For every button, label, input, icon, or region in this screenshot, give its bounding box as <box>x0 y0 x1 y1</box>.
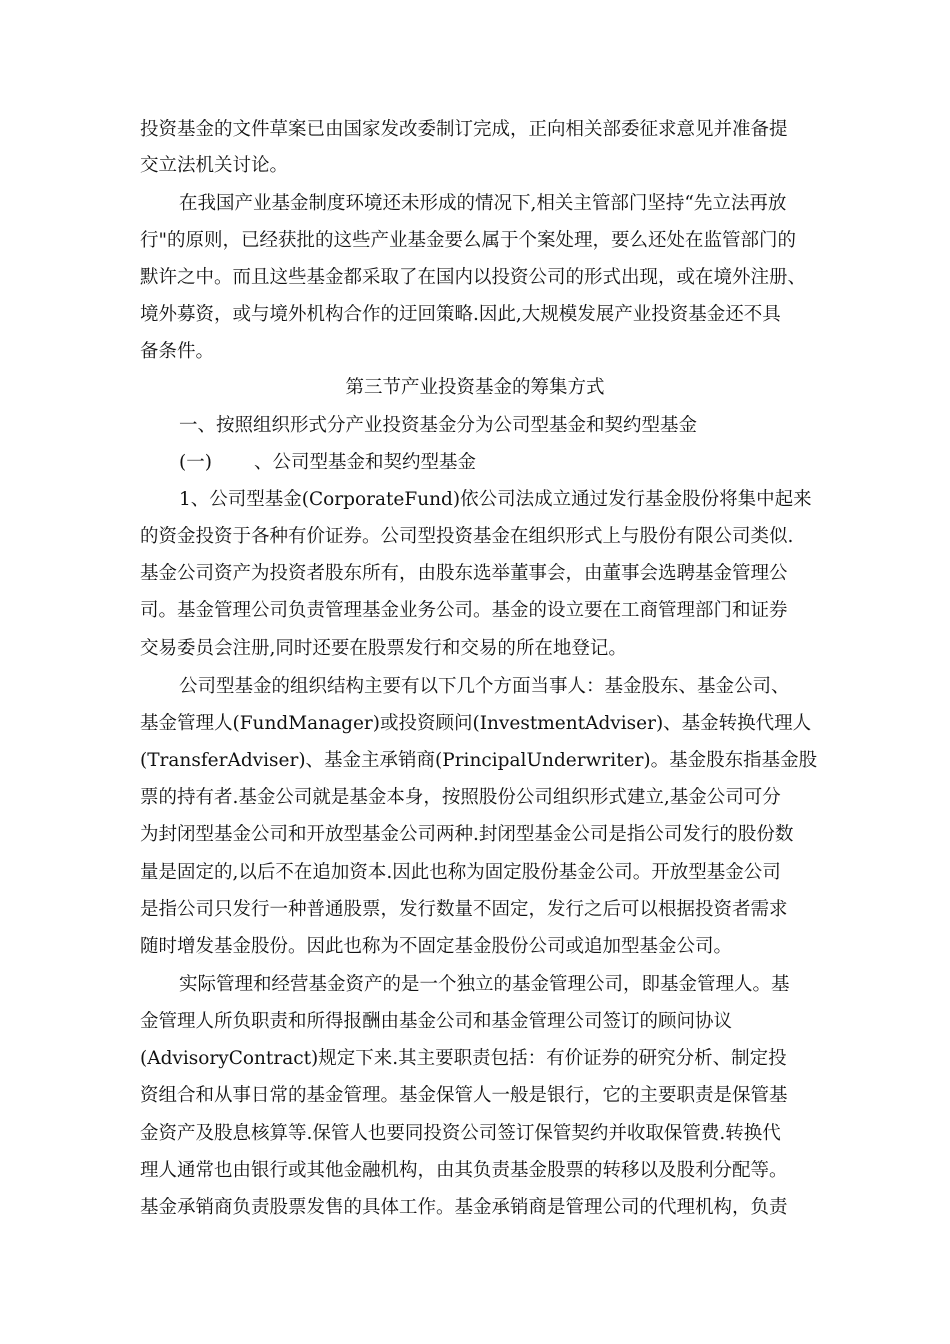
paragraph-line: 默许之中。而且这些基金都采取了在国内以投资公司的形式出现，或在境外注册、 <box>140 267 807 288</box>
paragraph-line: (AdvisoryContract)规定下来.其主要职责包括：有价证券的研究分析、制定投 <box>140 1048 787 1069</box>
paragraph-line: (TransferAdviser)、基金主承销商(PrincipalUnderwriter)。基金股东指基金股 <box>140 750 818 771</box>
paragraph-line: 司。基金管理公司负责管理基金业务公司。基金的设立要在工商管理部门和证券 <box>140 600 788 621</box>
paragraph-line: 基金公司资产为投资者股东所有，由股东选举董事会，由董事会选聘基金管理公 <box>140 563 788 584</box>
paragraph-line: 实际管理和经营基金资产的是一个独立的基金管理公司，即基金管理人。基 <box>179 974 790 995</box>
paragraph-line: 金管理人所负职责和所得报酬由基金公司和基金管理公司签订的顾问协议 <box>140 1011 733 1032</box>
paragraph-line: 备条件。 <box>140 341 215 362</box>
paragraph-line: 理人通常也由银行或其他金融机构，由其负责基金股票的转移以及股利分配等。 <box>140 1160 788 1181</box>
paragraph-line: 量是固定的,以后不在追加资本.因此也称为固定股份基金公司。开放型基金公司 <box>140 862 781 883</box>
paragraph-line: 交立法机关讨论。 <box>140 155 289 176</box>
paragraph-line: 行"的原则，已经获批的这些产业基金要么属于个案处理，要么还处在监管部门的 <box>140 230 797 251</box>
paragraph-line: 资组合和从事日常的基金管理。基金保管人一般是银行，它的主要职责是保管基 <box>140 1085 788 1106</box>
paragraph-line: 随时增发基金股份。因此也称为不固定基金股份公司或追加型基金公司。 <box>140 936 733 957</box>
paragraph-line: 交易委员会注册,同时还要在股票发行和交易的所在地登记。 <box>140 638 627 659</box>
paragraph-line: 是指公司只发行一种普通股票，发行数量不固定，发行之后可以根据投资者需求 <box>140 899 788 920</box>
paragraph-line: 为封闭型基金公司和开放型基金公司两种.封闭型基金公司是指公司发行的股份数 <box>140 824 794 845</box>
paragraph-line: 境外募资，或与境外机构合作的迂回策略.因此,大规模发展产业投资基金还不具 <box>140 304 781 325</box>
paragraph-line: 票的持有者.基金公司就是基金本身，按照股份公司组织形式建立,基金公司可分 <box>140 787 781 808</box>
paragraph-line: 金资产及股息核算等.保管人也要同投资公司签订保管契约并收取保管费.转换代 <box>140 1123 781 1144</box>
paragraph-line: 基金管理人(FundManager)或投资顾问(InvestmentAdviser)、基金转换代理人 <box>140 713 812 734</box>
paragraph-line: 公司型基金的组织结构主要有以下几个方面当事人：基金股东、基金公司、 <box>179 676 790 697</box>
paragraph-line: 基金承销商负责股票发售的具体工作。基金承销商是管理公司的代理机构，负责 <box>140 1197 788 1218</box>
section-heading: 第三节产业投资基金的筹集方式 <box>345 377 605 398</box>
paragraph-line: 1、公司型基金(CorporateFund)依公司法成立通过发行基金股份将集中起来 <box>179 489 812 510</box>
sub-subheading <box>179 450 476 476</box>
paragraph-line: 的资金投资于各种有价证券。公司型投资基金在组织形式上与股份有限公司类似. <box>140 526 794 547</box>
sub-subheading-number: (一) <box>179 452 212 473</box>
paragraph-line: 在我国产业基金制度环境还未形成的情况下,相关主管部门坚持“先立法再放 <box>179 193 787 214</box>
paragraph-line: 投资基金的文件草案已由国家发改委制订完成，正向相关部委征求意见并准备提 <box>140 119 788 140</box>
subheading: 一、按照组织形式分产业投资基金分为公司型基金和契约型基金 <box>179 415 698 436</box>
sub-subheading-text: 、公司型基金和契约型基金 <box>253 452 476 473</box>
